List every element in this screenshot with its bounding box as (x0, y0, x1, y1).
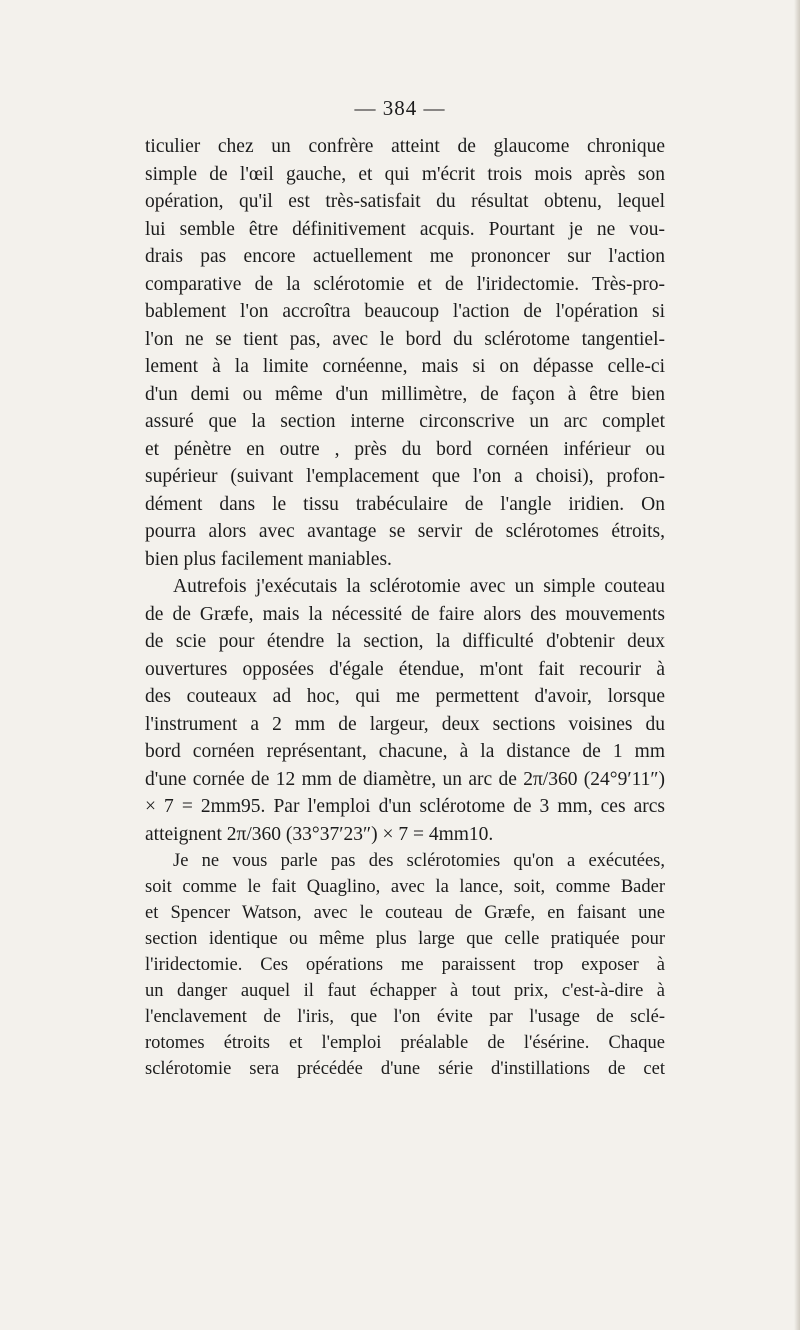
text-line: Je ne vous parle pas des sclérotomies qu'on a exécutées, (173, 851, 665, 871)
text-line: de scie pour étendre la section, la difficulté d'obtenir deux (145, 631, 665, 652)
text-line: simple de l'œil gauche, et qui m'écrit trois mois après son (145, 163, 665, 185)
page-number: — 384 — (354, 96, 446, 120)
text-line: × 7 = 2mm95. Par l'emploi d'un sclérotome de 3 mm, ces arcs (145, 796, 665, 817)
text-line: des couteaux ad hoc, qui me permettent d'avoir, lorsque (145, 686, 665, 707)
text-line: rotomes étroits et l'emploi préalable de l'ésérine. Chaque (145, 1033, 665, 1053)
text-line: atteignent 2π/360 (33°37′23″) × 7 = 4mm10. (145, 823, 494, 845)
text-line: lui semble être définitivement acquis. Pourtant je ne vou- (145, 218, 665, 240)
text-line: sclérotomie sera précédée d'une série d'instillations de cet (145, 1059, 665, 1079)
text-line: soit comme le fait Quaglino, avec la lance, soit, comme Bader (145, 877, 665, 897)
text-line: l'on ne se tient pas, avec le bord du sclérotome tangentiel- (145, 328, 665, 350)
text-line: d'un demi ou même d'un millimètre, de façon à être bien (145, 383, 665, 405)
text-line: lement à la limite cornéenne, mais si on dépasse celle-ci (145, 356, 665, 377)
text-line: de de Græfe, mais la nécessité de faire alors des mouvements (145, 603, 665, 625)
body-text (145, 133, 665, 1082)
paragraph-1 (145, 133, 665, 573)
text-line: l'instrument a 2 mm de largeur, deux sections voisines du (145, 713, 665, 735)
text-line: et Spencer Watson, avec le couteau de Græfe, en faisant une (145, 903, 665, 923)
text-line: l'enclavement de l'iris, que l'on évite par l'usage de sclé- (145, 1007, 665, 1027)
text-line: dément dans le tissu trabéculaire de l'angle iridien. On (145, 493, 665, 515)
page-edge-shadow (794, 0, 800, 1330)
text-line: supérieur (suivant l'emplacement que l'on a choisi), profon- (145, 466, 665, 487)
text-line: bablement l'on accroîtra beaucoup l'action de l'opération si (145, 301, 665, 322)
text-line: et pénètre en outre , près du bord cornéen inférieur ou (145, 438, 665, 460)
text-line: comparative de la sclérotomie et de l'iridectomie. Très-pro- (145, 273, 665, 295)
text-line: un danger auquel il faut échapper à tout prix, c'est-à-dire à (145, 981, 665, 1001)
paragraph-3 (145, 848, 665, 1082)
text-line: section identique ou même plus large que celle pratiquée pour (145, 929, 665, 949)
paragraph-2 (145, 573, 665, 848)
text-line: Autrefois j'exécutais la sclérotomie avec un simple couteau (173, 576, 665, 597)
text-line: l'iridectomie. Ces opérations me paraissent trop exposer à (145, 955, 665, 975)
text-line: ouvertures opposées d'égale étendue, m'ont fait recourir à (145, 658, 665, 680)
text-line: d'une cornée de 12 mm de diamètre, un arc de 2π/360 (24°9′11″) (145, 768, 665, 790)
text-line: opération, qu'il est très-satisfait du résultat obtenu, lequel (145, 191, 665, 212)
text-line: bien plus facilement maniables. (145, 548, 392, 570)
text-line: assuré que la section interne circonscrive un arc complet (145, 411, 665, 432)
text-line: ticulier chez un confrère atteint de glaucome chronique (145, 136, 665, 157)
text-line: pourra alors avec avantage se servir de sclérotomes étroits, (145, 521, 665, 542)
text-line: bord cornéen représentant, chacune, à la distance de 1 mm (145, 741, 665, 762)
text-line: drais pas encore actuellement me prononcer sur l'action (145, 246, 665, 267)
